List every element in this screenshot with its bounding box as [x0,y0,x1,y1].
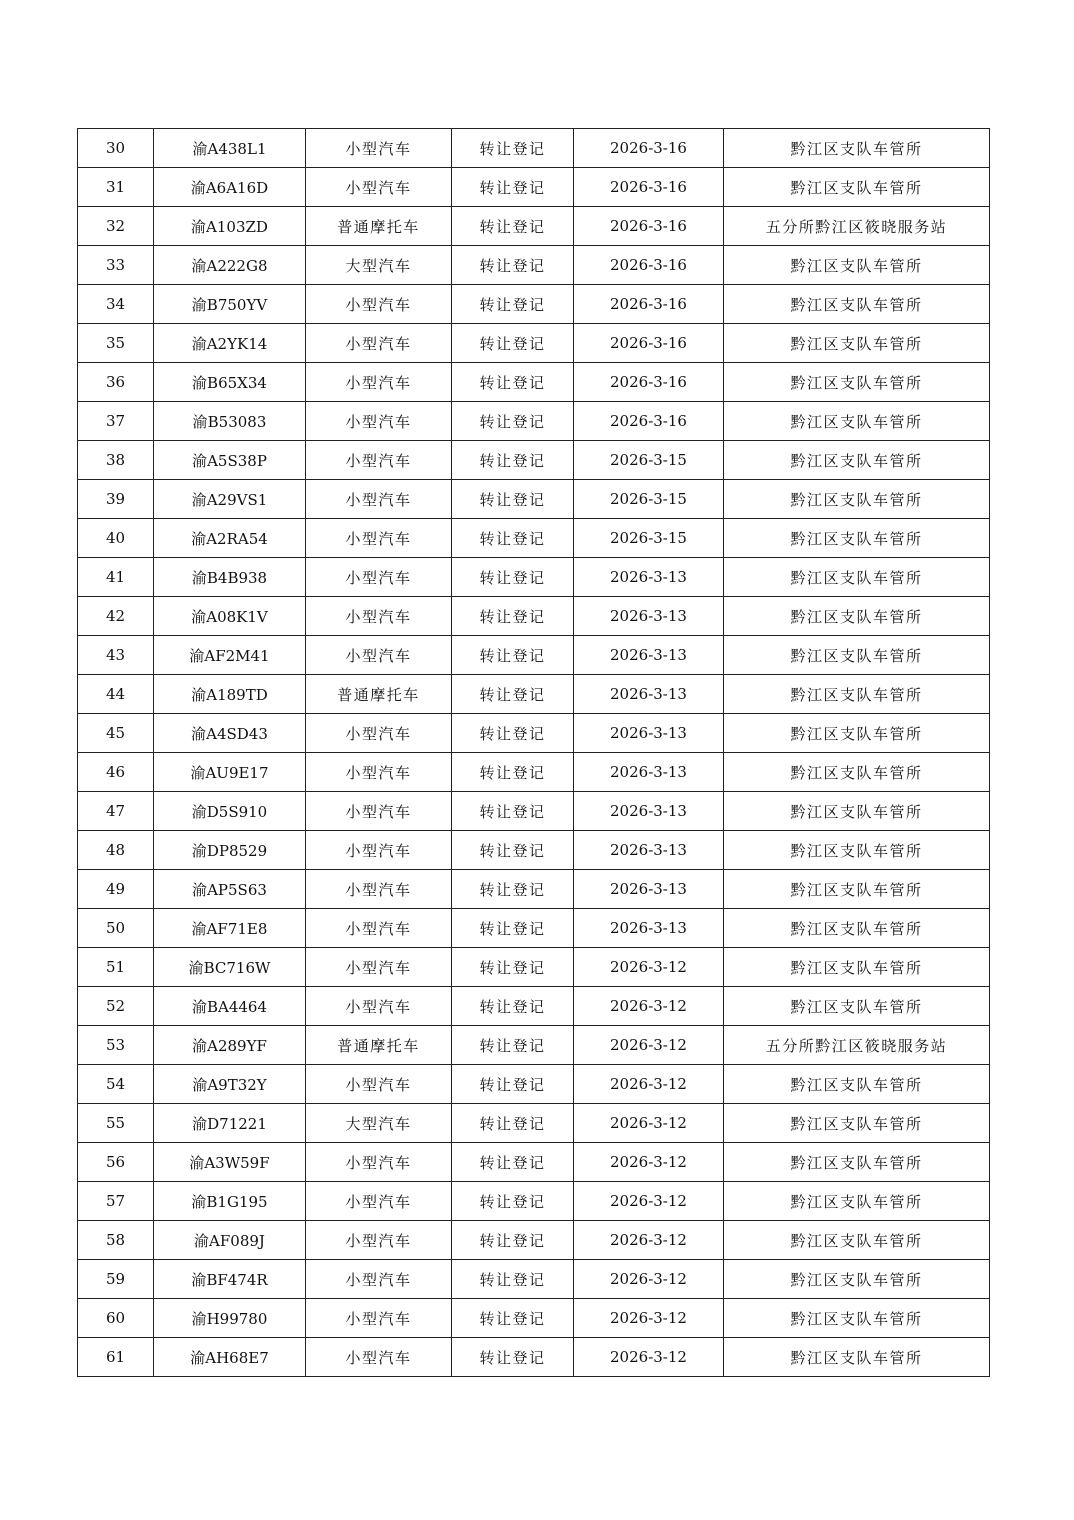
table-row [78,636,990,675]
date-cell: 2026-3-13 [574,831,724,870]
office-cell: 黔江区支队车管所 [724,1299,990,1338]
vehicle-type-cell: 小型汽车 [306,441,452,480]
vehicle-type-cell: 小型汽车 [306,1338,452,1377]
business-type-cell: 转让登记 [452,831,574,870]
vehicle-registration-table [77,128,990,1377]
plate-number-cell: 渝B1G195 [154,1182,306,1221]
plate-number-cell: 渝H99780 [154,1299,306,1338]
plate-number-cell: 渝A2YK14 [154,324,306,363]
row-number-cell: 56 [78,1143,154,1182]
row-number-cell: 43 [78,636,154,675]
business-type-cell: 转让登记 [452,480,574,519]
row-number-cell: 48 [78,831,154,870]
row-number-cell: 34 [78,285,154,324]
vehicle-type-cell: 小型汽车 [306,831,452,870]
row-number-cell: 58 [78,1221,154,1260]
vehicle-type-cell: 小型汽车 [306,987,452,1026]
row-number-cell: 55 [78,1104,154,1143]
row-number-cell: 60 [78,1299,154,1338]
office-cell: 黔江区支队车管所 [724,558,990,597]
date-cell: 2026-3-16 [574,324,724,363]
office-cell: 黔江区支队车管所 [724,987,990,1026]
vehicle-type-cell: 小型汽车 [306,129,452,168]
plate-number-cell: 渝A438L1 [154,129,306,168]
office-cell: 黔江区支队车管所 [724,831,990,870]
date-cell: 2026-3-13 [574,870,724,909]
row-number-cell: 59 [78,1260,154,1299]
row-number-cell: 36 [78,363,154,402]
table-row [78,1104,990,1143]
table-row [78,948,990,987]
business-type-cell: 转让登记 [452,714,574,753]
office-cell: 黔江区支队车管所 [724,480,990,519]
vehicle-type-cell: 普通摩托车 [306,675,452,714]
vehicle-type-cell: 小型汽车 [306,558,452,597]
office-cell: 黔江区支队车管所 [724,1104,990,1143]
office-cell: 黔江区支队车管所 [724,129,990,168]
table-row [78,285,990,324]
business-type-cell: 转让登记 [452,987,574,1026]
business-type-cell: 转让登记 [452,753,574,792]
business-type-cell: 转让登记 [452,558,574,597]
plate-number-cell: 渝A5S38P [154,441,306,480]
plate-number-cell: 渝DP8529 [154,831,306,870]
office-cell: 黔江区支队车管所 [724,441,990,480]
table-row [78,519,990,558]
office-cell: 黔江区支队车管所 [724,753,990,792]
business-type-cell: 转让登记 [452,948,574,987]
row-number-cell: 32 [78,207,154,246]
plate-number-cell: 渝A103ZD [154,207,306,246]
vehicle-type-cell: 小型汽车 [306,168,452,207]
date-cell: 2026-3-15 [574,441,724,480]
office-cell: 黔江区支队车管所 [724,870,990,909]
table-row [78,441,990,480]
date-cell: 2026-3-16 [574,285,724,324]
table-row [78,909,990,948]
office-cell: 黔江区支队车管所 [724,597,990,636]
vehicle-type-cell: 小型汽车 [306,597,452,636]
vehicle-type-cell: 小型汽车 [306,285,452,324]
business-type-cell: 转让登记 [452,129,574,168]
business-type-cell: 转让登记 [452,1260,574,1299]
date-cell: 2026-3-13 [574,675,724,714]
vehicle-type-cell: 小型汽车 [306,792,452,831]
plate-number-cell: 渝A6A16D [154,168,306,207]
date-cell: 2026-3-16 [574,207,724,246]
plate-number-cell: 渝A08K1V [154,597,306,636]
office-cell: 黔江区支队车管所 [724,714,990,753]
business-type-cell: 转让登记 [452,402,574,441]
table-row [78,1026,990,1065]
date-cell: 2026-3-12 [574,948,724,987]
vehicle-type-cell: 小型汽车 [306,1182,452,1221]
vehicle-type-cell: 小型汽车 [306,519,452,558]
business-type-cell: 转让登记 [452,246,574,285]
date-cell: 2026-3-15 [574,519,724,558]
plate-number-cell: 渝B750YV [154,285,306,324]
table-row [78,831,990,870]
table-row [78,1143,990,1182]
row-number-cell: 45 [78,714,154,753]
date-cell: 2026-3-16 [574,129,724,168]
row-number-cell: 57 [78,1182,154,1221]
business-type-cell: 转让登记 [452,168,574,207]
vehicle-type-cell: 小型汽车 [306,1260,452,1299]
office-cell: 五分所黔江区筱晓服务站 [724,1026,990,1065]
plate-number-cell: 渝B65X34 [154,363,306,402]
date-cell: 2026-3-13 [574,753,724,792]
date-cell: 2026-3-16 [574,363,724,402]
plate-number-cell: 渝A222G8 [154,246,306,285]
vehicle-type-cell: 小型汽车 [306,753,452,792]
office-cell: 黔江区支队车管所 [724,402,990,441]
table-row [78,1065,990,1104]
business-type-cell: 转让登记 [452,1143,574,1182]
table-row [78,207,990,246]
row-number-cell: 39 [78,480,154,519]
office-cell: 黔江区支队车管所 [724,285,990,324]
plate-number-cell: 渝A3W59F [154,1143,306,1182]
row-number-cell: 44 [78,675,154,714]
office-cell: 黔江区支队车管所 [724,1338,990,1377]
vehicle-type-cell: 小型汽车 [306,714,452,753]
vehicle-type-cell: 大型汽车 [306,1104,452,1143]
plate-number-cell: 渝AF71E8 [154,909,306,948]
date-cell: 2026-3-13 [574,597,724,636]
office-cell: 黔江区支队车管所 [724,519,990,558]
date-cell: 2026-3-13 [574,792,724,831]
row-number-cell: 49 [78,870,154,909]
business-type-cell: 转让登记 [452,1182,574,1221]
date-cell: 2026-3-12 [574,1338,724,1377]
table-row [78,402,990,441]
plate-number-cell: 渝AH68E7 [154,1338,306,1377]
row-number-cell: 54 [78,1065,154,1104]
table-body [78,129,990,1377]
table-row [78,1182,990,1221]
date-cell: 2026-3-13 [574,714,724,753]
plate-number-cell: 渝BA4464 [154,987,306,1026]
business-type-cell: 转让登记 [452,519,574,558]
business-type-cell: 转让登记 [452,1026,574,1065]
business-type-cell: 转让登记 [452,597,574,636]
row-number-cell: 46 [78,753,154,792]
business-type-cell: 转让登记 [452,1065,574,1104]
plate-number-cell: 渝A289YF [154,1026,306,1065]
vehicle-type-cell: 普通摩托车 [306,207,452,246]
office-cell: 黔江区支队车管所 [724,363,990,402]
office-cell: 黔江区支队车管所 [724,948,990,987]
row-number-cell: 30 [78,129,154,168]
date-cell: 2026-3-12 [574,1221,724,1260]
plate-number-cell: 渝AU9E17 [154,753,306,792]
table-row [78,168,990,207]
business-type-cell: 转让登记 [452,207,574,246]
date-cell: 2026-3-12 [574,1260,724,1299]
row-number-cell: 52 [78,987,154,1026]
plate-number-cell: 渝AP5S63 [154,870,306,909]
vehicle-type-cell: 小型汽车 [306,1221,452,1260]
date-cell: 2026-3-13 [574,558,724,597]
row-number-cell: 37 [78,402,154,441]
business-type-cell: 转让登记 [452,324,574,363]
date-cell: 2026-3-12 [574,1143,724,1182]
date-cell: 2026-3-15 [574,480,724,519]
business-type-cell: 转让登记 [452,363,574,402]
plate-number-cell: 渝D71221 [154,1104,306,1143]
vehicle-type-cell: 小型汽车 [306,948,452,987]
date-cell: 2026-3-12 [574,1104,724,1143]
business-type-cell: 转让登记 [452,1221,574,1260]
row-number-cell: 53 [78,1026,154,1065]
business-type-cell: 转让登记 [452,1338,574,1377]
row-number-cell: 38 [78,441,154,480]
business-type-cell: 转让登记 [452,1299,574,1338]
plate-number-cell: 渝BC716W [154,948,306,987]
office-cell: 五分所黔江区筱晓服务站 [724,207,990,246]
table-row [78,675,990,714]
date-cell: 2026-3-12 [574,1026,724,1065]
table-row [78,1299,990,1338]
office-cell: 黔江区支队车管所 [724,909,990,948]
table-row [78,1338,990,1377]
date-cell: 2026-3-16 [574,246,724,285]
row-number-cell: 47 [78,792,154,831]
office-cell: 黔江区支队车管所 [724,1221,990,1260]
plate-number-cell: 渝A2RA54 [154,519,306,558]
office-cell: 黔江区支队车管所 [724,246,990,285]
vehicle-type-cell: 大型汽车 [306,246,452,285]
plate-number-cell: 渝BF474R [154,1260,306,1299]
plate-number-cell: 渝AF2M41 [154,636,306,675]
plate-number-cell: 渝A189TD [154,675,306,714]
office-cell: 黔江区支队车管所 [724,1143,990,1182]
plate-number-cell: 渝B4B938 [154,558,306,597]
row-number-cell: 50 [78,909,154,948]
office-cell: 黔江区支队车管所 [724,1065,990,1104]
vehicle-type-cell: 小型汽车 [306,402,452,441]
table-row [78,753,990,792]
date-cell: 2026-3-16 [574,402,724,441]
business-type-cell: 转让登记 [452,675,574,714]
plate-number-cell: 渝A9T32Y [154,1065,306,1104]
plate-number-cell: 渝AF089J [154,1221,306,1260]
table-row [78,129,990,168]
row-number-cell: 42 [78,597,154,636]
date-cell: 2026-3-13 [574,909,724,948]
table-row [78,324,990,363]
table-row [78,480,990,519]
vehicle-type-cell: 小型汽车 [306,1299,452,1338]
business-type-cell: 转让登记 [452,792,574,831]
business-type-cell: 转让登记 [452,870,574,909]
office-cell: 黔江区支队车管所 [724,636,990,675]
plate-number-cell: 渝B53083 [154,402,306,441]
plate-number-cell: 渝D5S910 [154,792,306,831]
vehicle-type-cell: 小型汽车 [306,870,452,909]
business-type-cell: 转让登记 [452,1104,574,1143]
vehicle-type-cell: 小型汽车 [306,636,452,675]
office-cell: 黔江区支队车管所 [724,1260,990,1299]
business-type-cell: 转让登记 [452,441,574,480]
table-row [78,1221,990,1260]
business-type-cell: 转让登记 [452,636,574,675]
table-row [78,246,990,285]
business-type-cell: 转让登记 [452,285,574,324]
table-row [78,714,990,753]
row-number-cell: 31 [78,168,154,207]
vehicle-type-cell: 小型汽车 [306,1143,452,1182]
office-cell: 黔江区支队车管所 [724,324,990,363]
plate-number-cell: 渝A29VS1 [154,480,306,519]
office-cell: 黔江区支队车管所 [724,1182,990,1221]
vehicle-type-cell: 小型汽车 [306,324,452,363]
vehicle-type-cell: 普通摩托车 [306,1026,452,1065]
row-number-cell: 40 [78,519,154,558]
business-type-cell: 转让登记 [452,909,574,948]
row-number-cell: 51 [78,948,154,987]
table-row [78,597,990,636]
office-cell: 黔江区支队车管所 [724,168,990,207]
row-number-cell: 33 [78,246,154,285]
office-cell: 黔江区支队车管所 [724,675,990,714]
table-row [78,792,990,831]
date-cell: 2026-3-16 [574,168,724,207]
date-cell: 2026-3-12 [574,1065,724,1104]
row-number-cell: 61 [78,1338,154,1377]
date-cell: 2026-3-12 [574,1182,724,1221]
plate-number-cell: 渝A4SD43 [154,714,306,753]
table-row [78,1260,990,1299]
table-row [78,558,990,597]
vehicle-type-cell: 小型汽车 [306,909,452,948]
vehicle-type-cell: 小型汽车 [306,480,452,519]
date-cell: 2026-3-12 [574,1299,724,1338]
vehicle-type-cell: 小型汽车 [306,363,452,402]
table-row [78,870,990,909]
vehicle-type-cell: 小型汽车 [306,1065,452,1104]
office-cell: 黔江区支队车管所 [724,792,990,831]
table-row [78,363,990,402]
date-cell: 2026-3-12 [574,987,724,1026]
date-cell: 2026-3-13 [574,636,724,675]
row-number-cell: 41 [78,558,154,597]
table-row [78,987,990,1026]
row-number-cell: 35 [78,324,154,363]
